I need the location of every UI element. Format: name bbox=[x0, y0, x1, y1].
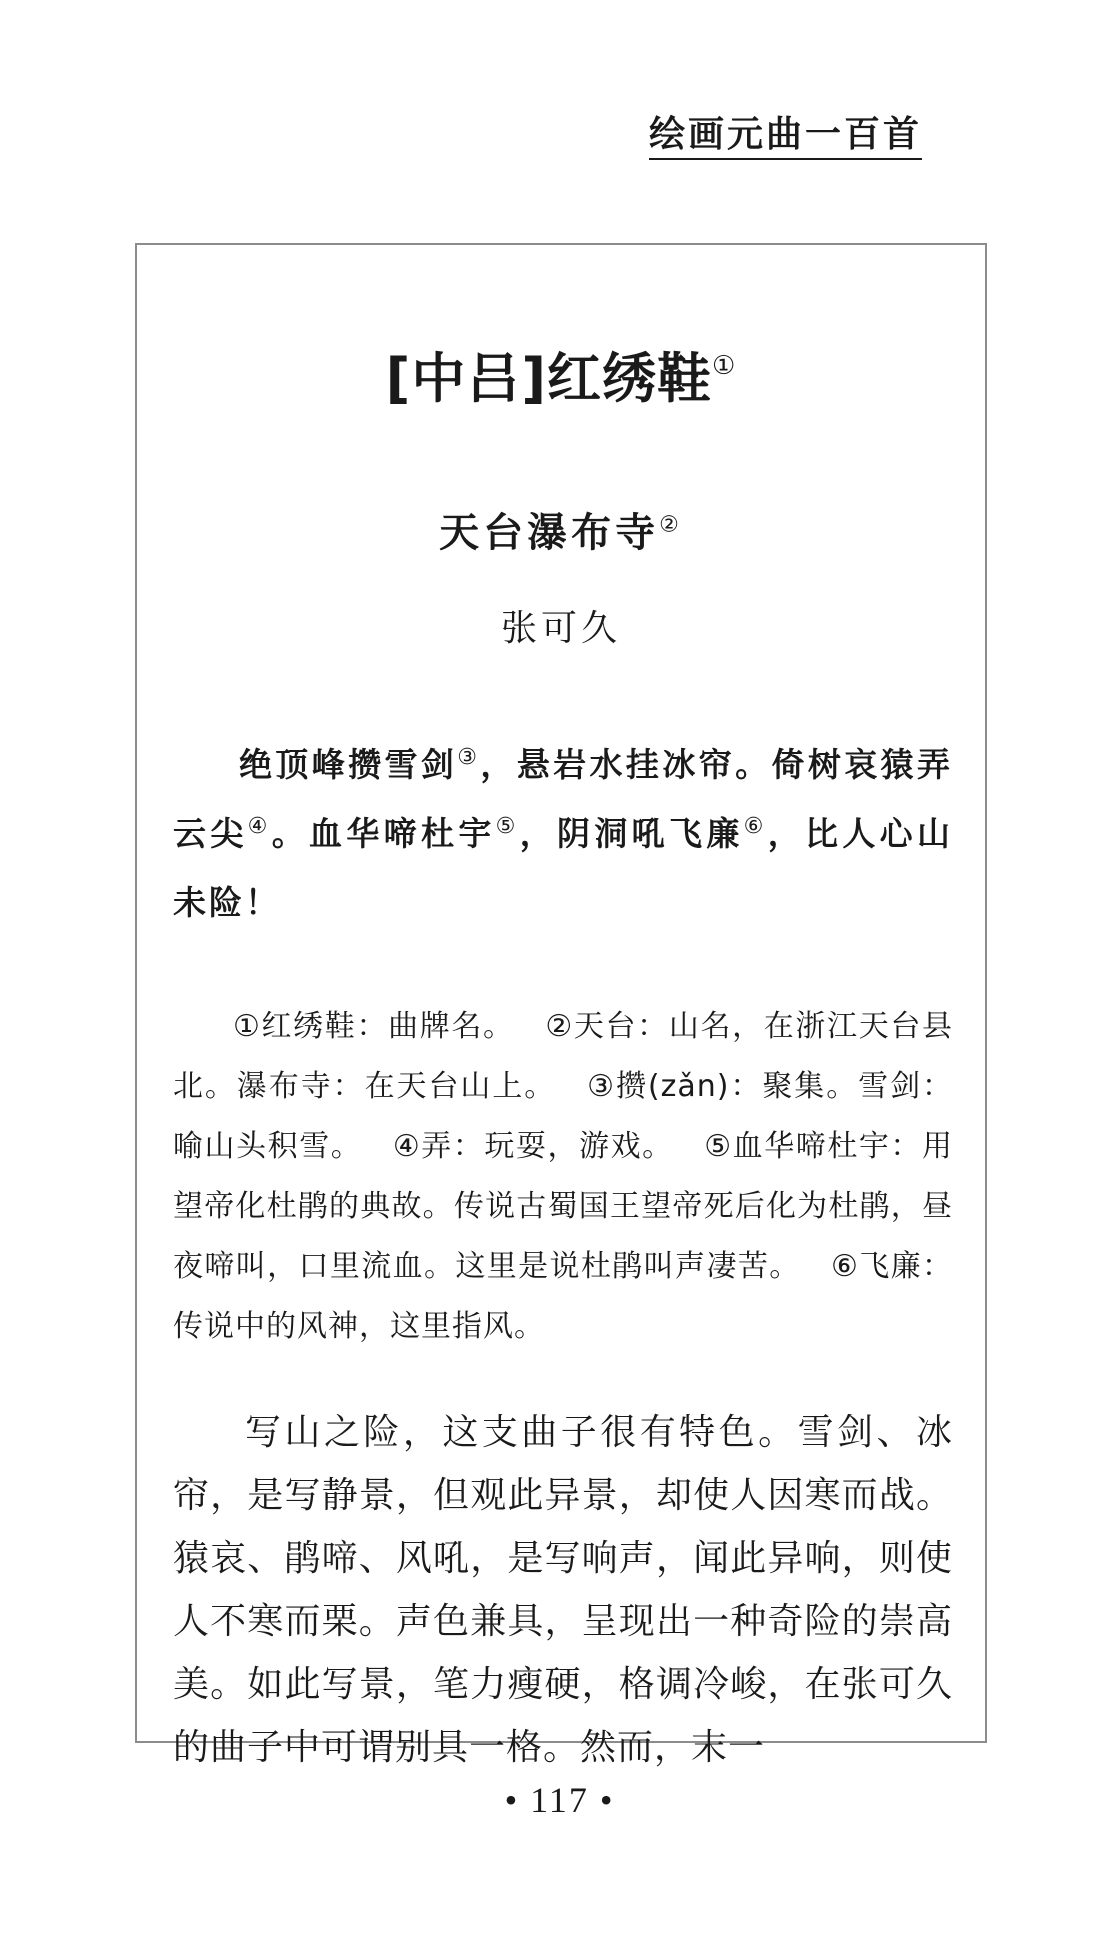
annotation-item: ⑥飞廉：传说中的风神，这里指风。 bbox=[173, 1249, 953, 1344]
annotation-item: ③攒(zǎn)：聚集。雪剑：喻山头积雪。 bbox=[173, 1069, 954, 1164]
poem-segment: ，悬岩水挂冰帘。倚树哀猿弄云尖 bbox=[173, 745, 953, 853]
footnote-marker: ② bbox=[659, 512, 683, 538]
annotations bbox=[173, 997, 953, 1357]
commentary-paragraph: 写山之险，这支曲子很有特色。雪剑、冰帘，是写静景，但观此异景，却使人因寒而战。猿哀、鹃啼、风吼，是写响声，闻此异响，则使人不寒而栗。声色兼具，呈现出一种奇险的崇高美。如此写景，笔力瘦硬，格调冷峻，在张可久的曲子中可谓别具一格。然而，末一 bbox=[173, 1412, 953, 1768]
footnote-marker: ⑤ bbox=[495, 814, 520, 839]
footnote-marker: ① bbox=[712, 351, 737, 382]
footnote-marker: ④ bbox=[247, 814, 272, 839]
annotation-item: ④弄：玩耍，游戏。 bbox=[392, 1129, 674, 1164]
piece-title bbox=[137, 346, 985, 412]
poem-segment: 绝顶峰攒雪剑 bbox=[239, 745, 458, 784]
piece-title-text: [中吕]红绣鞋 bbox=[385, 347, 713, 411]
running-header-text: 绘画元曲一百首 bbox=[649, 112, 922, 160]
content-frame bbox=[135, 243, 987, 1768]
annotation-item: ②天台：山名，在浙江天台县北。瀑布寺：在天台山上。 bbox=[173, 1009, 953, 1104]
running-header bbox=[586, 112, 922, 162]
page-number: • 117 • bbox=[504, 1780, 615, 1820]
piece-subtitle bbox=[137, 506, 985, 560]
poem-text bbox=[173, 730, 953, 937]
annotation-item: ①红绣鞋：曲牌名。 bbox=[233, 1009, 515, 1044]
author: 张可久 bbox=[500, 608, 621, 649]
poem-segment: ，阴洞吼飞廉 bbox=[519, 814, 744, 853]
footnote-marker: ③ bbox=[457, 745, 481, 770]
footnote-marker: ⑥ bbox=[743, 814, 768, 839]
annotation-item: ⑤血华啼杜宇：用望帝化杜鹃的典故。传说古蜀国王望帝死后化为杜鹃，昼夜啼叫，口里流血。这里是说杜鹃叫声凄苦。 bbox=[173, 1129, 953, 1284]
piece-subtitle-text: 天台瀑布寺 bbox=[439, 509, 660, 557]
poem-segment: ，比人心山未险！ bbox=[173, 814, 953, 922]
poem-segment: 。血华啼杜宇 bbox=[271, 814, 496, 853]
